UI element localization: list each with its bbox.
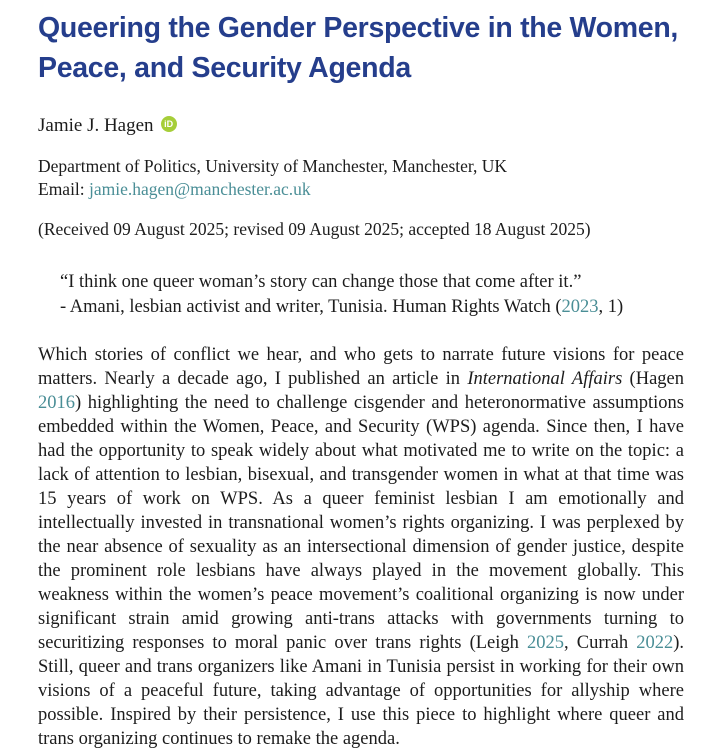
text-segment: International Affairs: [467, 369, 623, 389]
text-segment: ). Still, queer and trans organizers like Amani in Tunisia persist in working for their own visions of a peaceful future, taking advantage of opportunities for allyship where possible.: [38, 633, 685, 725]
author-name: Jamie J. Hagen: [38, 115, 154, 136]
text-segment: , Currah: [564, 633, 637, 653]
article-title-line-1: Queering the Gender Perspective in the Women,: [38, 12, 679, 44]
epigraph-line-1: “I think one queer woman’s story can change those that come after it.”: [60, 272, 582, 292]
citation-link[interactable]: 2022: [636, 633, 674, 653]
author-row: [38, 114, 684, 138]
epigraph-line-2: [60, 295, 684, 320]
epigraph-quote: [38, 270, 684, 320]
text-segment: , 1): [598, 297, 624, 317]
article-history: (Received 09 August 2025; revised 09 August 2025; accepted 18 August 2025): [38, 219, 591, 239]
text-segment: Inspired by their persistence, I use this piece to highlight where queer and trans organizing continues to remake the agenda.: [38, 705, 685, 749]
text-segment: Which stories of conflict we hear, and who gets to narrate future visions for peace matters. Nearly a decade ago, I published an article in: [38, 345, 684, 389]
email-line: [38, 178, 684, 201]
text-segment: (Hagen: [622, 369, 684, 389]
orcid-id-icon[interactable]: iD: [161, 116, 177, 132]
citation-link[interactable]: 2016: [38, 393, 75, 413]
citation-link[interactable]: 2023: [561, 297, 599, 317]
email-link[interactable]: jamie.hagen@manchester.ac.uk: [89, 179, 311, 199]
body-paragraph: [38, 343, 684, 751]
article-title-line-2: Peace, and Security Agenda: [38, 52, 411, 84]
affiliation-block: [38, 155, 684, 201]
text-segment: ) highlighting the need to challenge cisgender and heteronormative assumptions embedded within the Women, Peace, and Security (WPS) agenda. Since then, I have had the opportunity to speak widely about what motivated me to write on the topic: a lack of attention to lesbian, bisexual, and transgender women in what at that time was 15 years of work on WPS. As a queer feminist lesbian I am emotionally and intellectually invested in transnational women’s rights organizing. I was perplexed by the near absence of sexuality as an intersectional dimension of gender justice, despite the prominent role lesbians have always played in the movement globally. This weakness within the women’s peace movement’s coalitional organizing is now under significant strain amid growing anti-trans attacks with governments turning to securitizing responses to moral panic over trans rights (Leigh: [38, 393, 684, 653]
text-segment: - Amani, lesbian activist and writer, Tunisia. Human Rights Watch (: [60, 297, 562, 317]
citation-link[interactable]: 2025: [527, 633, 565, 653]
email-label: Email:: [38, 179, 90, 199]
article-title: [38, 8, 684, 88]
author-affiliation: Department of Politics, University of Manchester, Manchester, UK: [38, 156, 508, 176]
